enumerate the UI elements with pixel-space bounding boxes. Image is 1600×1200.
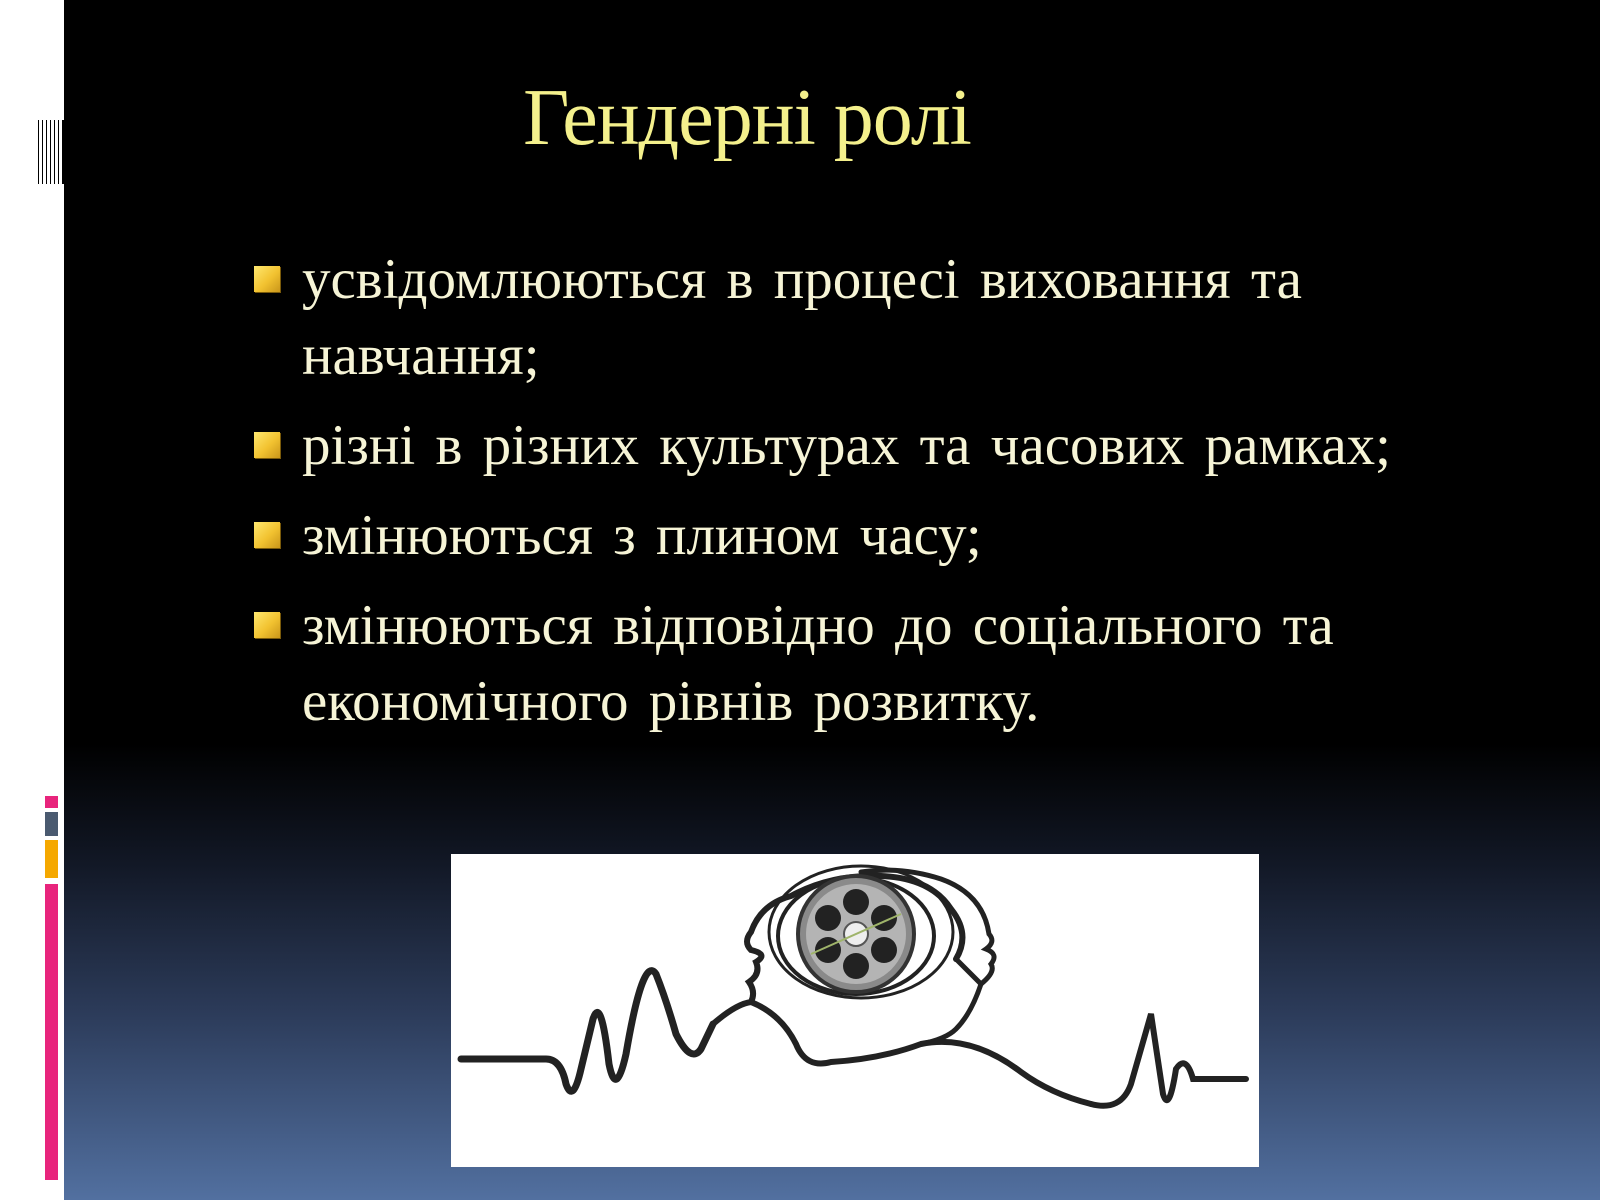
slide	[64, 0, 1600, 1200]
list-item	[254, 498, 1554, 574]
accent-gray	[45, 812, 58, 836]
list-item	[254, 242, 1554, 394]
list-item	[254, 408, 1554, 484]
accent-pink-top	[45, 796, 58, 808]
left-margin-strip	[0, 0, 64, 1200]
bullet-text: змінюються з плином часу;	[302, 504, 982, 567]
bullet-text: змінюються відповідно до соціального та економічного рівнів розвитку.	[302, 594, 1334, 733]
square-bullet-icon	[254, 432, 280, 458]
accent-orange	[45, 840, 58, 878]
square-bullet-icon	[254, 522, 280, 548]
decorative-bars	[38, 120, 64, 184]
bullet-text: усвідомлюються в процесі виховання та навчання;	[302, 248, 1302, 387]
square-bullet-icon	[254, 266, 280, 292]
accent-pink-bottom	[45, 884, 58, 1180]
bullet-text: різні в різних культурах та часових рамках;	[302, 414, 1391, 477]
bullet-list	[254, 242, 1554, 754]
list-item	[254, 588, 1554, 740]
square-bullet-icon	[254, 612, 280, 638]
two-heads-film-reel-heartbeat-icon	[451, 854, 1259, 1167]
slide-title: Гендерні ролі	[523, 74, 971, 162]
